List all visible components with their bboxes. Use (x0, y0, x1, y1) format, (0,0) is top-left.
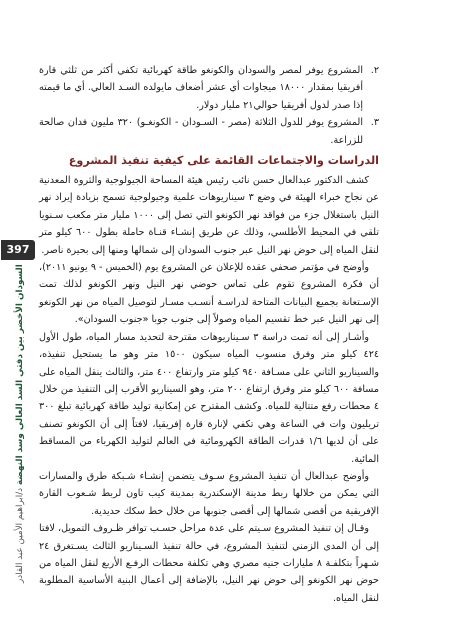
list-item (39, 62, 379, 114)
author-name: د/ابراهيم الأمين عبد القادر (15, 487, 25, 583)
section-heading: الدراسات والاجتماعات القائمة على كيفية تنفيذ المشروع (68, 154, 379, 168)
paragraph: وقـال إن تنفيذ المشروع سـيتم على عدة مراحل حسـب توافر ظـروف التمويل، لافتا إلى أن المدى الزمني لتنفيذ المشروع، في حالة تنفيذ السـيناريو الثالث يسـتغرق ٢٤ شـهراً بتكلفـة ٨ مليارات جنيه مصري وهي تكلفة محطات الرفـع الأربع لنقل المياه من حوض نهر الكونغو إلى حوض نهر النيل، بالإضافة إلى أعمال البنية الأساسية المطلوبة لنقل المياه. (39, 523, 379, 604)
list-number: ٣. (370, 117, 379, 129)
paragraph: وأشـار إلى أنه تمت دراسة ٣ سـيناريوهات مقترحة لتحديد مسار المياه، طول الأول ٤٢٤ كيلو متر وفرق منسوب المياه سيكون ١٥٠٠ متر وهو ما يستحيل تنفيذه، والسيناريو الثاني على مسـافة ٩٤٠ كيلو متر وارتفاع ٤٠٠ متر، والثالث ينقل المياه على مسافة ٦٠٠ كيلو متر وفرق ارتفاع ٢٠٠ متر، وهو السيناريو الأقرب إلى التنفيذ من خلال ٤ محطات رفع متتالية للمياه. وكشف المقترح عن إمكانية توليد طاقة كهربائية تبلغ ٣٠٠ تريليون وات في الساعة وهي تكفي لإنارة قارة إفريقيا، لافتاً إلى أن الكونغو تصنف على أن لديها ١/٦ قدرات الطاقة الكهرومائية في العالم لتوليد الكهرباء من المساقط المائية. (39, 331, 380, 465)
list-number: ٢. (370, 65, 379, 76)
list-item (39, 114, 379, 149)
page-body (39, 62, 379, 607)
paragraph: كشف الدكتور عبدالعال حسن نائب رئيس هيئة المساحة الجيولوجية والثروة المعدنية عن نجاح خبراء الهيئة في وضع ٣ سيناريوهات علمية وجيولوجية تسمح بزيادة إيراد نهر النيل باستغلال جزء من فواقد نهر الكونغو التي تصل إلى ١٠٠٠ مليار متر مكعب سـنويا تلقي في المحيط الأطلسي، وذلك عن طريق إنشـاء قنـاة حاملة بطول ٦٠٠ كيلو متر لنقل المياه إلى حوض نهر النيل عبر جنوب السودان إلى شمالها ومنها إلى بحيرة ناصر. (39, 175, 379, 256)
page-number: 397 (1, 240, 35, 260)
paragraph: وأوضح عبدالعال أن تنفيذ المشروع سـوف يتضمن إنشـاء شـبكة طرق والمسارات التي يمكن من خلالها ربط مدينة الإسكندرية بمدينة كيب تاون لربط شـعوب القارة الإفريقية من أقصى شمالها إلى أقصى جنوبها من خلال خط سكك حديدية. (39, 470, 379, 517)
running-title (9, 264, 31, 636)
book-title: السودان الأخضر بين دفتي السد العالي وسد النهضة (15, 264, 25, 485)
list-text: المشروع يوفر لمصر والسودان والكونغو طاقة كهربائية تكفي أكثر من ثلثي قارة أفريقيا بمقدار ١٨٠٠٠ ميجاوات أي عشر أضعاف مايولده السـد العالي. أي ما قيمته إذا صدر لدول أفريقيا حوالي٢١ مليار دولار. (39, 65, 363, 111)
paragraph: وأوضح في مؤتمر صحفي عقده للإعلان عن المشروع يوم (الخميس - ٩ يونيو ٢٠١١)، أن فكرة المشروع تقوم على تماس حوضي نهر النيل ونهر الكونغو لذلك تمت الإسـتعانة بجميع البيانات المتاحة لدراسـة أنسـب مسـار لتوصيل المياه من نهر الكونغو إلى نهر النيل عبر خط تقسيم المياه وصولاً إلى جنوب جوبا «جنوب السودان». (39, 262, 379, 326)
list-text: المشروع يوفر للدول الثلاثة (مصر - السـودان - الكونغـو) ٣٢٠ مليون فدان صالحة للزراعة. (39, 117, 363, 146)
